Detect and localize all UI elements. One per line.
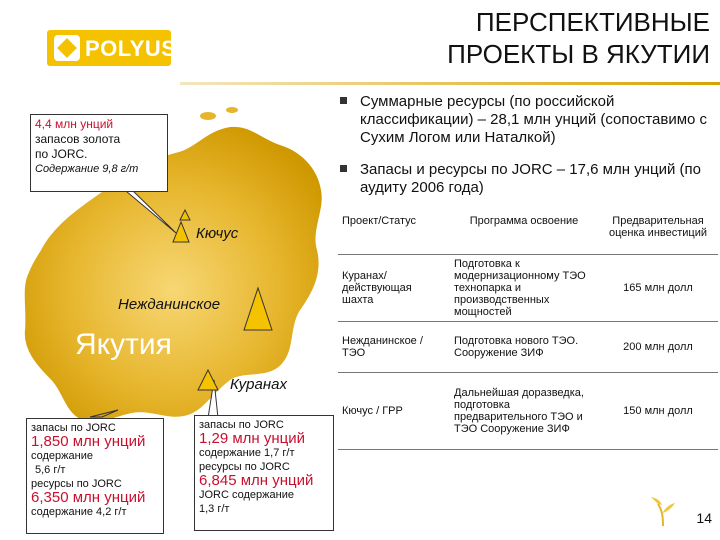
polyus-logo: [47, 30, 177, 66]
projects-table: [338, 212, 718, 450]
bullet-item: [340, 161, 720, 197]
table-cell: Подготовка нового ТЭО. Сооружение ЗИФ: [450, 322, 598, 373]
page-title: [447, 6, 710, 70]
table-row: [338, 255, 718, 322]
callout-nezh-l1: запасы по JORC: [31, 422, 116, 434]
island-shape: [226, 107, 238, 113]
table-cell: Дальнейшая доразведка, подготовка предварительного ТЭО и ТЭО Сооружение ЗИФ: [450, 373, 598, 450]
callout-kur-l4: ресурсы по JORC: [199, 461, 290, 473]
callout-kyuchus-line1: 4,4 млн унций: [35, 117, 114, 131]
site-label-kyuchus: Кючус: [196, 225, 239, 242]
callout-kur-l6: JORC содержание: [199, 489, 294, 501]
callout-kur-l2: 1,29 млн унций: [199, 430, 306, 447]
region-label-yakutia: Якутия: [75, 328, 172, 361]
site-label-kuranakh: Куранах: [230, 376, 287, 393]
callout-kyuchus: [30, 114, 168, 192]
callout-kur-l1: запасы по JORC: [199, 419, 284, 431]
table-header: Проект/Статус: [338, 212, 450, 255]
callout-nezhdaninskoe: [26, 418, 164, 534]
bullet-text: Суммарные ресурсы (по российской классификации) – 28,1 млн унций (сопоставимо с Сухим Логом или Наталкой): [360, 93, 708, 146]
page-title-line2: ПРОЕКТЫ В ЯКУТИИ: [447, 39, 710, 69]
table-header-row: [338, 212, 718, 255]
logo-text: POLYUS: [85, 36, 177, 61]
callout-kuranakh: [194, 415, 334, 531]
callout-nezh-l4: 5,6 г/т: [35, 464, 66, 476]
table-row: [338, 322, 718, 373]
summary-bullets: [340, 93, 720, 211]
table-cell: 150 млн долл: [598, 373, 718, 450]
table-cell: Нежданинское /ТЭО: [338, 322, 450, 373]
bullet-text: Запасы и ресурсы по JORC – 17,6 млн унций (по аудиту 2006 года): [360, 161, 701, 196]
callout-kur-l3: содержание 1,7 г/т: [199, 447, 295, 459]
table-cell: Кючус / ГРР: [338, 373, 450, 450]
island-shape: [200, 112, 216, 120]
callout-kyuchus-line2: запасов золота: [35, 132, 121, 146]
bullet-item: [340, 93, 720, 147]
table-cell: Куранах/ действующая шахта: [338, 255, 450, 322]
callout-nezh-l5: ресурсы по JORC: [31, 478, 122, 490]
table-cell: 165 млн долл: [598, 255, 718, 322]
callout-nezh-l6: 6,350 млн унций: [31, 489, 146, 506]
callout-nezh-l7: содержание 4,2 г/т: [31, 506, 127, 518]
callout-kur-l5: 6,845 млн унций: [199, 472, 314, 489]
bullet-square-icon: [340, 97, 347, 104]
table-header: Программа освоение: [450, 212, 598, 255]
callout-kyuchus-line4: Содержание 9,8 г/т: [35, 163, 139, 175]
page-number: 14: [696, 510, 712, 526]
table-row: [338, 373, 718, 450]
table-cell: Подготовка к модернизационному ТЭО технопарка и производственных мощностей: [450, 255, 598, 322]
callout-kyuchus-line3: по JORC.: [35, 147, 88, 161]
page-title-line1: ПЕРСПЕКТИВНЫЕ: [475, 7, 710, 37]
table-cell: 200 млн долл: [598, 322, 718, 373]
logo-mark-icon: [54, 35, 80, 61]
callout-nezh-l2: 1,850 млн унций: [31, 433, 146, 450]
table-header: Предварительная оценка инвестиций: [598, 212, 718, 255]
callout-kur-l7: 1,3 г/т: [199, 503, 230, 515]
site-label-nezhdaninskoe: Нежданинское: [118, 296, 221, 313]
sprout-icon: [650, 496, 676, 528]
callout-nezh-l3: содержание: [31, 450, 93, 462]
bullet-square-icon: [340, 165, 347, 172]
